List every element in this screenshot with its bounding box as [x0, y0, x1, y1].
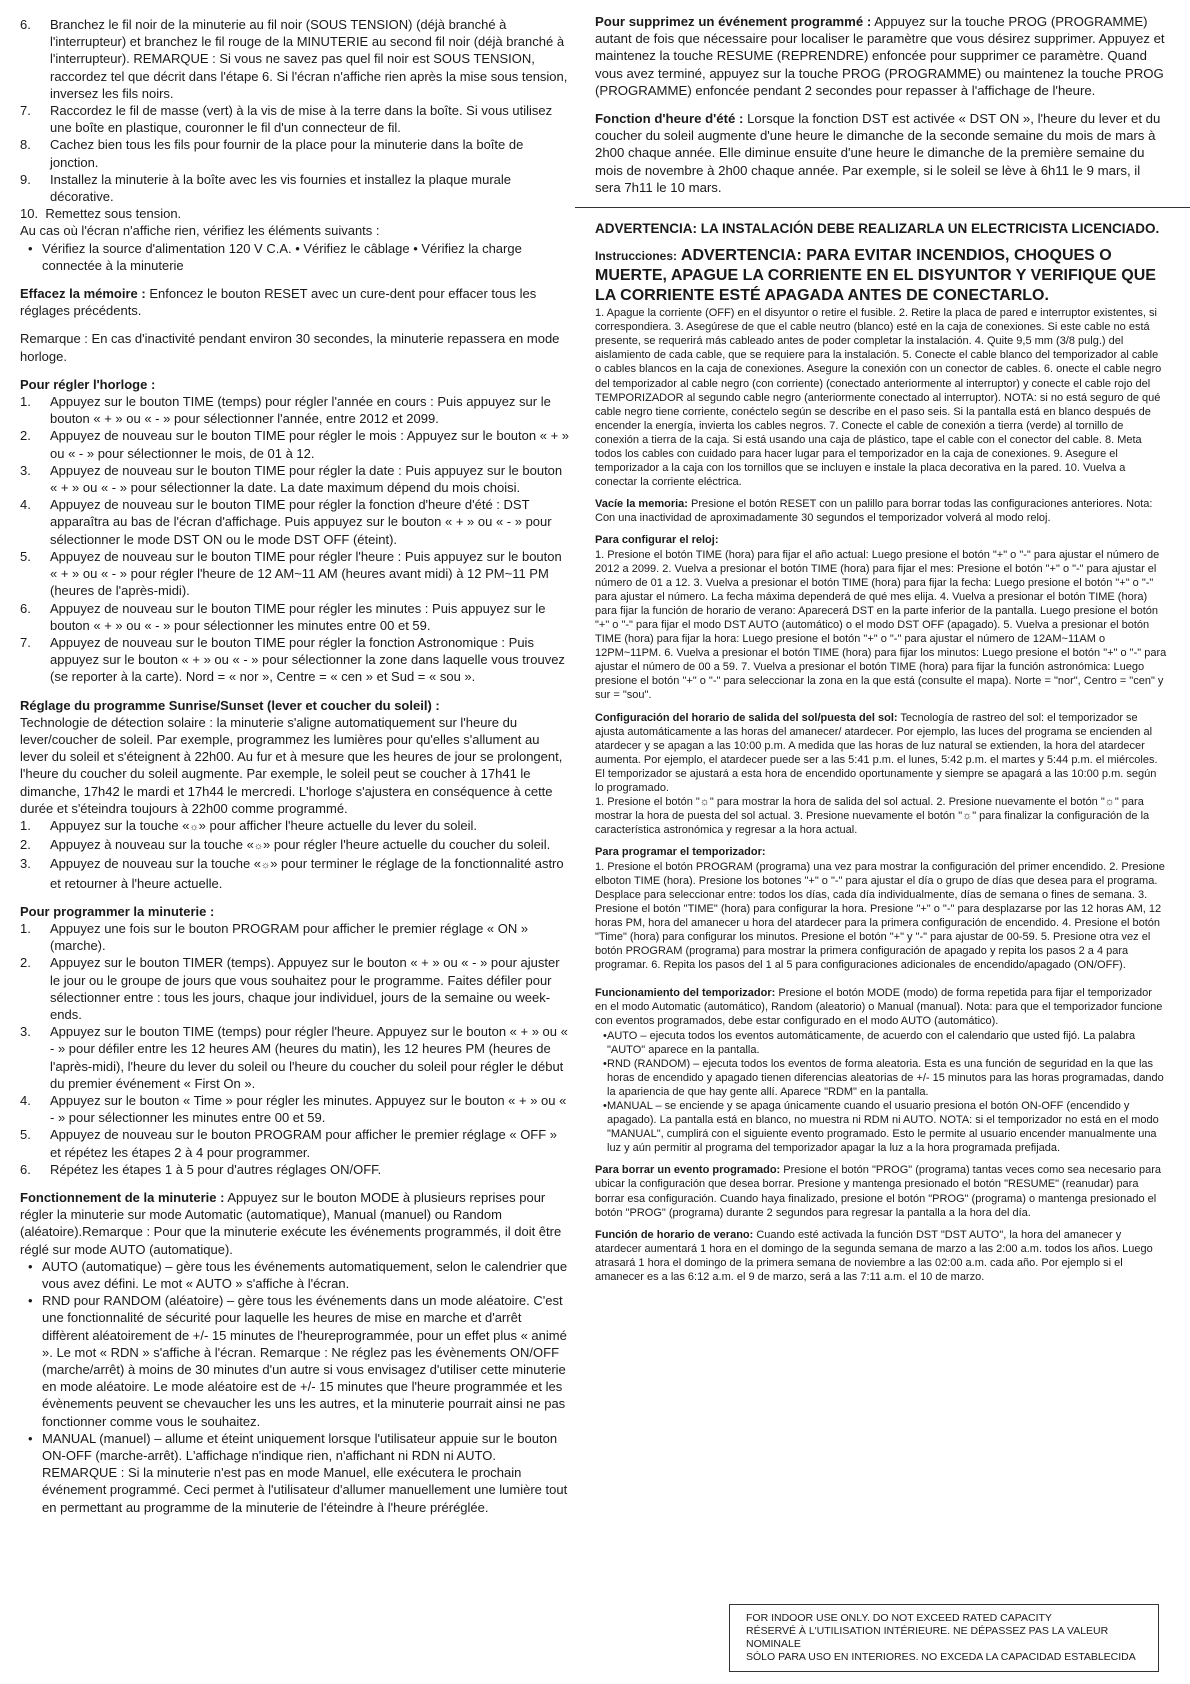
list-item: • AUTO (automatique) – gère tous les événements automatiquement, selon le calendrier que vous avez défini. Le mot « AUTO » s'affiche à l'écran.	[20, 1258, 570, 1292]
list-item: 5. Appuyez de nouveau sur le bouton TIME pour régler l'heure : Puis appuyez sur le bouton « + » ou « - » pour régler l'heure de 12 AM~11 AM (heures avant midi) à 12 PM~11 PM (heures de l'après-midi).	[20, 548, 562, 599]
spanish-program-text: 1. Presione el botón PROGRAM (programa) una vez para mostrar la configuración del primer encendido. 2. Presione elboton TIME (hora). Presione los botones "+" o "-" para ajustar el día o grupo de días que desea para el programa. Desplace para seleccionar entre: todos los días, cada día individualmente, días de semana o fines de semana. 3. Presione el botón "TIME" (hora) para configurar la hora. Presione "+" o "-" para desplazarse por las 12 horas AM, 12 horas PM, hora del amanecer u hora del atardecer para la primera configuración de encendido. 4. Presione el botón "Time" (hora) para configurar los minutos. Presione el botón "+" y "-" para ajustar de 00-59. 5. Presione otra vez el botón PROGRAM (programa) para mostrar la primera configuración de apagado y repita los pasos 2 a 4 para programar. 6. Repita los pasos del 1 al 5 para configuraciones adicionales de encendido/apagado (ON/OFF).	[595, 860, 1165, 972]
check-list	[20, 240, 570, 274]
spanish-instructions-text: 1. Apague la corriente (OFF) en el disyuntor o retire el fusible. 2. Retire la placa de pared e interruptor existentes, si correspondiera. 3. Asegúrese de que el cable neutro (blanco) esté en la caja de conexiones. Si este cable no está presente, se requerirá más cableado antes de poder completar la instalación. 4. Quite 9,5 mm (3/8 pulg.) del aislamiento de cada cable, que se requiere para la instalación. 5. Conecte el cable blanco del temporizador al cable o cables blancos en la caja de conexiones. Asegure la conexión con un conector de cables. 6. onecte el cable negro del temporizador al cable negro (con corriente) (conectado anteriormente al interruptor) y conecte el cable rojo del TEMPORIZADOR al segundo cable negro (anteriormente conectado al interruptor). NOTA: si no está seguro de qué cable negro tiene corriente, conéctelo según se describe en el paso seis. Si la pantalla está en blanco después de encender la energía, invierta los cables negros. 7. Conecte el cable de conexión a tierra (verde) al tornillo de conexión a tierra de la caja. Si está usando una caja de plástico, tape el cable con el conector del cable. 8. Meta todos los cables con cuidado para hacer lugar para el temporizador en la caja de conexiones. 9. Asegure el temporizador a la caja con los tornillos que se incluyen e instale la placa decorativa en la pared. 10. Vuelva a conectar la corriente eléctrica.	[595, 307, 1162, 489]
list-item: • AUTO – ejecuta todos los eventos automáticamente, de acuerdo con el calendario que usted fijó. La palabra "AUTO" aparece en la pantalla.	[595, 1029, 1167, 1057]
notice-line-es: SÓLO PARA USO EN INTERIORES. NO EXCEDA LA CAPACIDAD ESTABLECIDA	[746, 1651, 1136, 1663]
sun-heading: Réglage du programme Sunrise/Sunset (lever et coucher du soleil) :	[20, 697, 440, 713]
delete-title: Pour supprimez un événement programmé :	[595, 14, 872, 29]
mode-list	[20, 1258, 570, 1516]
dst-paragraph: Fonction d'heure d'été : Lorsque la fonction DST est activée « DST ON », l'heure du lever et du coucher du soleil augmente d'une heure le dimanche de la seconde semaine du mois de mars à 2h00 chaque année. Elle diminue ensuite d'une heure le dimanche de la première semaine du mois de novembre à 2h00 chaque année. Par exemple, si le soleil se lève à 6h11 le 9 mars, il sera 7h11 le 10 mars.	[595, 111, 1161, 195]
list-item: 3. Appuyez de nouveau sur le bouton TIME pour régler la date : Puis appuyez sur le bouton « + » ou « - » pour sélectionner la date. La date maximum dépend du mois choisi.	[20, 462, 563, 496]
sun-icon: ☼	[253, 841, 263, 853]
memory-paragraph: Effacez la mémoire : Enfoncez le bouton RESET avec un cure-dent pour effacer tous les réglages précédents.	[20, 286, 537, 319]
spanish-clock-heading: Para configurar el reloj:	[595, 534, 719, 547]
spanish-program-heading: Para programar el temporizador:	[595, 846, 766, 859]
spanish-sun-title: Configuración del horario de salida del sol/puesta del sol:	[595, 711, 898, 724]
list-item: 8. Cachez bien tous les fils pour fournir de la place pour la minuterie dans la boîte de jonction.	[20, 137, 524, 170]
sun-steps-list	[20, 817, 570, 892]
list-item: 9. Installez la minuterie à la boîte avec les vis fournies et installez la plaque murale décorative.	[20, 171, 512, 205]
spanish-memory-paragraph: Vacíe la memoria: Presione el botón RESET con un palillo para borrar todas las configuraciones anteriores. Nota: Con una inactividad de aproximadamente 30 segundos el temporizador volverá al modo reloj.	[595, 498, 1153, 525]
list-item: 2. Appuyez sur le bouton TIMER (temps). Appuyez sur le bouton « + » ou « - » pour ajuster le jour ou le groupe de jours que vous souhaitez pour le programme. Faites défiler pour sélectionner entre : tous les jours, chaque jour individuel, jours de la semaine ou week-ends.	[20, 955, 560, 1022]
section-divider	[575, 207, 1190, 208]
list-item: • Vérifiez la source d'alimentation 120 V C.A. • Vérifiez le câblage • Vérifiez la charge connectée à la minuterie	[20, 240, 570, 274]
delete-paragraph: Pour supprimez un événement programmé : Appuyez sur la touche PROG (PROGRAMME) autant de fois que nécessaire pour localiser le paramètre que vous désirez supprimer. Appuyez et maintenez la touche RESUME (REPRENDRE) enfoncée pour supprimer ce paramètre. Quand vous avez terminé, appuyez sur la touche PROG (PROGRAMME) ou maintenez la touche PROG (PROGRAMME) enfoncée pendant 2 secondes pour repasser à l'affichage de l'heure.	[595, 14, 1165, 98]
clock-steps-list	[20, 393, 570, 685]
remark-paragraph: Remarque : En cas d'inactivité pendant environ 30 secondes, la minuterie repassera en mode horloge.	[20, 331, 560, 364]
indoor-use-notice	[729, 1604, 1159, 1672]
program-heading: Pour programmer la minuterie :	[20, 903, 215, 919]
sun-paragraph: Technologie de détection solaire : la minuterie s'aligne automatiquement sur l'heure du lever/coucher de soleil. Par exemple, programmez les lumières pour qu'elles s'allument au lever du soleil et s'éteignent à 22h00. Au fur et à mesure que les heures de jour se prolongent, l'heure du coucher du soleil augmente. Par exemple, le soleil peut se coucher à 17h41 le dimanche, 17h42 le mardi et 17h44 le mercredi. L'horloge s'ajustera en conséquence à cette durée et s'éteindra toujours à 22h00 comme programmé.	[20, 714, 563, 816]
spanish-delete-title: Para borrar un evento programado:	[595, 1164, 781, 1177]
notice-line-fr: RÉSERVÉ À L'UTILISATION INTÉRIEURE. NE DÉPASSEZ PAS LA VALEUR NOMINALE	[746, 1625, 1109, 1650]
list-item: 1. Appuyez sur le bouton TIME (temps) pour régler l'année en cours : Puis appuyez sur le bouton « + » ou « - » pour sélectionner l'année, entre 2012 et 2099.	[20, 394, 551, 427]
list-item: 3. Appuyez de nouveau sur la touche «☼» pour terminer le réglage de la fonctionnalité astro et retourner à l'heure actuelle.	[20, 856, 564, 891]
spanish-memory-title: Vacíe la memoria:	[595, 498, 688, 511]
list-item: 6. Répétez les étapes 1 à 5 pour d'autres réglages ON/OFF.	[20, 1161, 382, 1177]
list-item: 4. Appuyez de nouveau sur le bouton TIME pour régler la fonction d'heure d'été : DST apparaîtra au bas de l'écran d'affichage. Puis appuyez sur le bouton « + » ou « - » pour sélectionner le mode DST ON ou le mode DST OFF (éteint).	[20, 497, 552, 547]
list-item: 6. Appuyez de nouveau sur le bouton TIME pour régler les minutes : Puis appuyez sur le bouton « + » ou « - » pour sélectionner les minutes entre 00 et 59.	[20, 600, 546, 633]
list-item: 4. Appuyez sur le bouton « Time » pour régler les minutes. Appuyez sur le bouton « + » ou « - » pour sélectionner les minutes entre 00 et 59.	[20, 1092, 567, 1126]
operation-title: Fonctionnement de la minuterie :	[20, 1190, 225, 1205]
list-item: 2. Appuyez de nouveau sur le bouton TIME pour régler le mois : Appuyez sur le bouton « + » ou « - » pour sélectionner le mois, de 01 à 12.	[20, 428, 569, 461]
dst-title: Fonction d'heure d'été :	[595, 111, 744, 127]
list-item: 3. Appuyez sur le bouton TIME (temps) pour régler l'heure. Appuyez sur le bouton « + » ou « - » pour défiler entre les 12 heures AM (heures du matin), les 12 heures PM (heures de l'après-midi), l'heure du lever du soleil ou l'heure du coucher du soleil pour régler le début du premier événement « First On ».	[20, 1024, 568, 1091]
spanish-warning: ADVERTENCIA: LA INSTALACIÓN DEBE REALIZARLA UN ELECTRICISTA LICENCIADO.	[595, 221, 1160, 237]
memory-title: Effacez la mémoire :	[20, 286, 146, 302]
spanish-operation-paragraph: Funcionamiento del temporizador: Presione el botón MODE (modo) de forma repetida para fijar el temporizador en el modo Automatic (automático), Random (aleatorio) o Manual (manual). Nota: para que el temporizador funcione con eventos programados, debe estar configurado en el modo AUTO (automático).	[595, 987, 1163, 1028]
list-item: 5. Appuyez de nouveau sur le bouton PROGRAM pour afficher le premier réglage « OFF » et répétez les étapes 2 à 4 pour programmer.	[20, 1127, 558, 1160]
check-intro: Au cas où l'écran n'affiche rien, vérifiez les éléments suivants :	[20, 223, 380, 239]
list-item: 6. Branchez le fil noir de la minuterie au fil noir (SOUS TENSION) (déjà branché à l'interrupteur) et branchez le fil rouge de la MINUTERIE au second fil noir (déjà branché à l'interrupteur). REMARQUE : Si vous ne savez pas quel fil noir est SOUS TENSION, raccordez tel que décrit dans l'étape 6. Si l'écran n'affiche rien après la mise sous tension, inversez les fils noirs.	[20, 17, 568, 101]
list-item: • RND pour RANDOM (aléatoire) – gère tous les événements dans un mode aléatoire. C'est une fonctionnalité de sécurité pour laquelle les heures de mise en marche et d'arrêt diffèrent aléatoirement de +/- 15 minutes de l'heureprogrammée, pour un effet plus « animé ». Le mot « RDN » s'affiche à l'écran. Remarque : Ne réglez pas les évènements ON/OFF (marche/arrêt) à moins de 30 minutes d'un autre si vous envisagez d'utiliser cette minuterie en mode aléatoire. Le mode aléatoire est de +/- 15 minutes que l'heure programmée et les évènements peuvent se chevaucher les uns les autres, et la minuterie pourrait ainsi ne pas fonctionner comme vous le souhaitez.	[20, 1292, 570, 1430]
spanish-sun-paragraph: Configuración del horario de salida del sol/puesta del sol: Tecnología de rastreo del sol: el temporizador se ajusta automáticamente a las horas del amanecer/ atardecer. Por ejemplo, las luces del programa se encienden al atardecer y se apagan a las 10:00 p.m. A medida que las horas de luz natural se extienden, la hora del atardecer aumenta. Por ejemplo, el atardecer puede ser a las 5:41 p.m. el lunes, 5:42 p.m. el martes y 5:44 p.m. el miércoles. El temporizador se ajustará a esta hora de encendido oportunamente y siempre se apagará a las 10:00 p.m. según lo programado.	[595, 711, 1158, 795]
right-column	[595, 0, 1167, 1684]
install-steps-list	[20, 16, 570, 222]
operation-paragraph: Fonctionnement de la minuterie : Appuyez sur le bouton MODE à plusieurs reprises pour régler la minuterie sur mode Automatic (automatique), Manual (manuel) ou Random (aléatoire).Remarque : Pour que la minuterie exécute les événements programmés, il doit être réglé sur mode AUTO (automatique).	[20, 1190, 562, 1257]
spanish-delete-paragraph: Para borrar un evento programado: Presione el botón "PROG" (programa) tantas veces como sea necesario para ubicar la configuración que desea borrar. Presione y mantenga presionado el botón "RESUME" (reanudar) para borrar esa configuración. Cuando haya finalizado, presione el botón "PROG" (programa) o mantenga presionado el botón "PROG" (programa) durante 2 segundos para regresar la pantalla a la hora del día.	[595, 1164, 1161, 1219]
list-item: 2. Appuyez à nouveau sur la touche «☼» pour régler l'heure actuelle du coucher du soleil.	[20, 836, 570, 855]
sun-icon: ☼	[261, 860, 271, 872]
left-column	[20, 0, 570, 1684]
spanish-operation-title: Funcionamiento del temporizador:	[595, 987, 776, 1000]
list-item: • MANUAL – se enciende y se apaga únicamente cuando el usuario presiona el botón ON-OFF (encendido y apagado). La pantalla está en blanco, no muestra ni RDM ni AUTO. NOTA: si el temporizador no está en el modo "MANUAL", cumplirá con el siguiente evento programado. Esto le permite al usuario encender manualmente una luz y aún permitir al programa del temporizador apagar la luz a la hora programada prefijada.	[595, 1099, 1167, 1155]
list-item: 1. Appuyez sur la touche «☼» pour afficher l'heure actuelle du lever du soleil.	[20, 817, 570, 836]
list-item: 7. Raccordez le fil de masse (vert) à la vis de mise à la terre dans la boîte. Si vous utilisez une boîte en plastique, couronner le fil d'un connecteur de fil.	[20, 103, 553, 136]
program-steps-list	[20, 920, 570, 1178]
list-item: • MANUAL (manuel) – allume et éteint uniquement lorsque l'utilisateur appuie sur le bouton ON-OFF (marche-arrêt). L'affichage n'indique rien, n'affichant ni RDN ni AUTO. REMARQUE : Si la minuterie n'est pas en mode Manuel, elle exécutera le prochain événement programmé. Ceci permet à l'utilisateur d'allumer manuellement une lumière tout en permettant au programme de la minuterie de l'éteindre à l'heure préréglée.	[20, 1430, 570, 1516]
spanish-dst-paragraph: Función de horario de verano: Cuando esté activada la función DST "DST AUTO", la hora del amanecer y atardecer aumentará 1 hora en el domingo de la segunda semana de marzo a las 2:00 a.m. todos los años. Luego atrasará 1 hora el domingo de la primera semana de noviembre a las 02:00 a.m. cada año. Por ejemplo si el amanecer es a las 6:12 a.m. el 9 de marzo, será a las 7:11 a.m. el 10 de marzo.	[595, 1228, 1153, 1284]
clock-heading: Pour régler l'horloge :	[20, 376, 156, 392]
spanish-instructions-heading: Instrucciones: ADVERTENCIA: PARA EVITAR INCENDIOS, CHOQUES O MUERTE, APAGUE LA CORRIENTE EN EL DISYUNTOR Y VERIFIQUE QUE LA CORRIENTE ESTÉ APAGADA ANTES DE CONECTARLO.	[595, 247, 1156, 305]
spanish-sun-steps: 1. Presione el botón "☼" para mostrar la hora de salida del sol actual. 2. Presione nuevamente el botón "☼" para mostrar la hora de puesta del sol actual. 3. Presione nuevamente el botón "☼" para finalizar la configuración de la característica astronómica y regresar a la hora actual.	[595, 796, 1150, 837]
list-item: • RND (RANDOM) – ejecuta todos los eventos de forma aleatoria. Esta es una función de seguridad en la que las horas de encendido y apagado tienen diferencias aleatorias de +/- 15 minutos para las horas programadas, dando la apariencia de que hay gente allí. Aparece "RDM" en la pantalla.	[595, 1057, 1167, 1099]
notice-line-en: FOR INDOOR USE ONLY. DO NOT EXCEED RATED CAPACITY	[746, 1612, 1052, 1624]
spanish-dst-title: Función de horario de verano:	[595, 1228, 754, 1241]
spanish-mode-list	[595, 1029, 1167, 1156]
sun-icon: ☼	[189, 821, 199, 833]
spanish-clock-text: 1. Presione el botón TIME (hora) para fijar el año actual: Luego presione el botón "+" o "-" para ajustar el número de 2012 a 2099. 2. Vuelva a presionar el botón TIME (hora) para fijar el mes: Presione el botón "+" o "-" para ajustar el número de 01 a 12. 3. Vuelva a presionar el botón TIME (hora) para fijar la fecha: Luego presione el botón "+" o "-" para ajustar el número. La fecha máxima dependerá de qué mes elija. 4. Vuelva a presionar el botón TIME (hora) para fijar la función de horario de verano: Aparecerá DST en la parte inferior de la pantalla. Luego presione el botón "+" o "-" para fijar el modo DST AUTO (automático) o el modo DST OFF (apagado). 5. Vuelva a presionar el botón TIME (hora) para fijar la hora: Luego presione el botón "+" o "-" para ajustar el número de 12AM~11AM o 12PM~11PM. 6. Vuelva a presionar el botón TIME (hora) para fijar los minutos: Luego presione el botón "+" o "-" para ajustar el número de 00 a 59. 7. Vuelva a presionar el botón TIME (hora) para fijar la función astronómica: Luego presione el botón "+" o "-" para seleccionar la zona en la que está (consulte el mapa). Norte = "nor", Centro = "cen" y sur = "sou".	[595, 548, 1167, 702]
list-item: 1. Appuyez une fois sur le bouton PROGRAM pour afficher le premier réglage « ON » (marche).	[20, 920, 529, 954]
list-item: 10. Remettez sous tension.	[20, 206, 182, 222]
list-item: 7. Appuyez de nouveau sur le bouton TIME pour régler la fonction Astronomique : Puis appuyez sur le bouton « + » ou « - » pour sélectionner la zone dans laquelle vous trouvez (se reporter à la carte). Nord = « nor », Centre = « cen » et Sud = « sou ».	[20, 634, 565, 685]
